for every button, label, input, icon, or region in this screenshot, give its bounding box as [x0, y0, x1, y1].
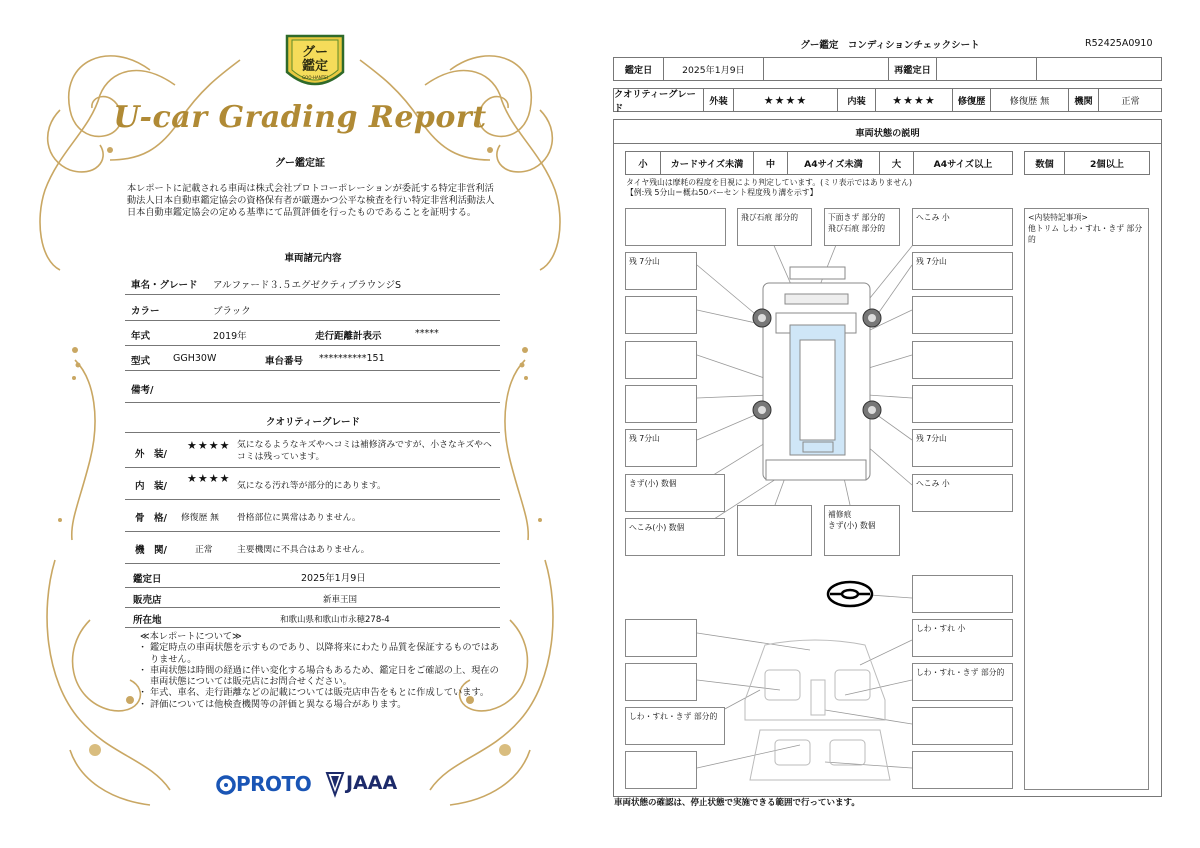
mark-box: 残 7分山 [625, 429, 697, 467]
engine-value: 正常 [195, 545, 213, 555]
mark-box: きず(小) 数個 [625, 474, 725, 512]
car-top-view [763, 267, 870, 480]
mark-box [912, 296, 1013, 334]
mileage-label: 走行距離計表示 [315, 331, 382, 342]
name-value: アルファード３.５エグゼクティブラウンジS [213, 280, 401, 291]
mark-box: 補修痕 きず(小) 数個 [824, 505, 900, 556]
color-label: カラー [131, 306, 160, 317]
note-item: ・ 年式、車名、走行距離などの記載については販売店申告をもとに作成しています。 [138, 687, 500, 698]
mark-box [625, 619, 697, 657]
sheet-repair-value: 修復歴 無 [991, 89, 1069, 111]
mark-box [912, 751, 1013, 789]
mark-box [737, 505, 812, 556]
sheet-interior-stars: ★★★★ [876, 89, 953, 111]
sheet-date-value: 2025年1月9日 [664, 58, 764, 80]
interior-text: 気になる汚れ等が部分的にあります。 [237, 481, 386, 491]
condition-title: 車両状態の説明 [614, 120, 1161, 144]
mark-box: しわ・すれ 小 [912, 619, 1013, 657]
sheet-exterior-label: 外装 [704, 89, 734, 111]
badge-subtext: GOO-HANTEI [302, 75, 328, 80]
badge-text: グー 鑑定 [301, 45, 328, 74]
large-label: 大 [880, 152, 914, 174]
tire-note-line: タイヤ残山は摩耗の程度を目視により判定しています。(ミリ表示ではありません) [626, 178, 912, 187]
year-value: 2019年 [213, 331, 247, 342]
interior-remarks: <内装特記事項> 他トリム しわ・すれ・きず 部分的 [1024, 208, 1149, 790]
name-label: 車名・グレード [131, 280, 198, 291]
frame-text: 骨格部位に異常はありません。 [237, 513, 361, 523]
sheet-interior-label: 内装 [838, 89, 876, 111]
jaaa-logo: JAAA [346, 772, 398, 794]
large-desc: A4サイズ以上 [933, 159, 993, 170]
interior-label: 内 装/ [135, 481, 167, 492]
small-desc: カードサイズ未満 [661, 152, 754, 174]
engine-text: 主要機関に不具合はありません。 [237, 545, 370, 555]
mark-box: 残 7分山 [912, 252, 1013, 290]
model-label: 型式 [131, 356, 151, 367]
model-value: GGH30W [173, 353, 217, 364]
notes-title: ≪本レポートについて≫ [140, 631, 242, 642]
sheet-quality-label: クオリティーグレード [614, 89, 704, 111]
chassis-value: **********151 [319, 353, 385, 364]
mark-box: しわ・すれ・きず 部分的 [625, 707, 725, 745]
sheet-number: R52425A0910 [1085, 38, 1153, 49]
reinspect-label: 再鑑定日 [889, 58, 937, 80]
mark-box [912, 575, 1013, 613]
mark-box [912, 341, 1013, 379]
mid-desc: A4サイズ未満 [788, 152, 880, 174]
sheet-date-label: 鑑定日 [614, 58, 664, 80]
shop-value: 新車王国 [323, 595, 358, 605]
date-value: 2025年1月9日 [301, 573, 366, 584]
address-label: 所在地 [133, 615, 162, 626]
certificate-body: 本レポートに記載される車両は株式会社プロトコーポレーションが委託する特定非営利活動法人日本自動車鑑定協会の資格保有者が厳選かつ公平な検査を行い特定非営利活動法人日本自動車鑑定協会の定める基準にて品質評価を行ったものであることを証明する。 [127, 183, 495, 219]
note-item: ・ 鑑定時点の車両状態を示すものであり、以降将来にわたり品質を保証するものではありません。 [138, 642, 500, 665]
address-value: 和歌山県和歌山市永穂278-4 [280, 615, 390, 625]
mark-box: へこみ(小) 数個 [625, 518, 725, 556]
exterior-text: 気になるようなキズやヘコミは補修済みですが、小さなキズやヘコミは残っています。 [237, 440, 492, 462]
sheet-repair-label: 修復歴 [953, 89, 991, 111]
mark-box [625, 751, 697, 789]
interior-stars: ★★★★ [187, 472, 231, 485]
chassis-label: 車台番号 [265, 356, 304, 367]
certificate-title: グー鑑定証 [275, 158, 325, 169]
frame-label: 骨 格/ [135, 513, 167, 524]
steering-wheel-icon [828, 582, 872, 606]
exterior-label: 外 装/ [135, 449, 167, 460]
exterior-stars: ★★★★ [187, 439, 231, 452]
mark-box [912, 707, 1013, 745]
report-title: U-car Grading Report [113, 100, 487, 135]
color-value: ブラック [213, 306, 251, 317]
remarks-label: 備考/ [131, 385, 154, 396]
mark-box [625, 341, 697, 379]
mark-box [625, 385, 697, 423]
sheet-engine-label: 機関 [1069, 89, 1099, 111]
sheet-engine-value: 正常 [1121, 96, 1140, 107]
mark-box: 下面きず 部分的 飛び石痕 部分的 [824, 208, 900, 246]
mark-box [625, 296, 697, 334]
shop-label: 販売店 [133, 595, 162, 606]
mark-box [912, 385, 1013, 423]
small-label: 小 [626, 152, 661, 174]
mileage-value: ***** [415, 328, 439, 339]
mark-box [625, 663, 697, 701]
mark-box: 残 7分山 [625, 252, 697, 290]
count-desc: 2個以上 [1090, 159, 1124, 170]
mark-box [625, 208, 726, 246]
quality-section-title: クオリティーグレード [265, 417, 361, 428]
mid-label: 中 [754, 152, 788, 174]
mark-box: しわ・すれ・きず 部分的 [912, 663, 1013, 701]
mark-box: 飛び石痕 部分的 [737, 208, 812, 246]
tire-note-line: 【例:残 5分山＝概ね50パーセント程度残り溝を示す】 [626, 188, 818, 197]
proto-logo: PROTO [236, 772, 312, 796]
frame-value: 修復歴 無 [181, 513, 219, 523]
count-label: 数個 [1025, 152, 1065, 174]
engine-label: 機 関/ [135, 545, 167, 556]
mark-box: へこみ 小 [912, 208, 1013, 246]
note-item: ・ 評価については他検査機関等の評価と異なる場合があります。 [138, 699, 500, 710]
spec-section-title: 車両諸元内容 [284, 253, 342, 264]
date-label: 鑑定日 [133, 574, 162, 585]
sheet-exterior-stars: ★★★★ [734, 89, 838, 111]
note-item: ・ 車両状態は時間の経過に伴い変化する場合もあるため、鑑定日をご確認の上、現在の車両状態については販売店にお問合せください。 [138, 665, 500, 688]
mark-box: 残 7分山 [912, 429, 1013, 467]
bottom-note: 車両状態の確認は、停止状態で実施できる範囲で行っています。 [614, 798, 860, 808]
sheet-title: グー鑑定 コンディションチェックシート [800, 40, 980, 51]
mark-box: へこみ 小 [912, 474, 1013, 512]
year-label: 年式 [131, 331, 151, 342]
